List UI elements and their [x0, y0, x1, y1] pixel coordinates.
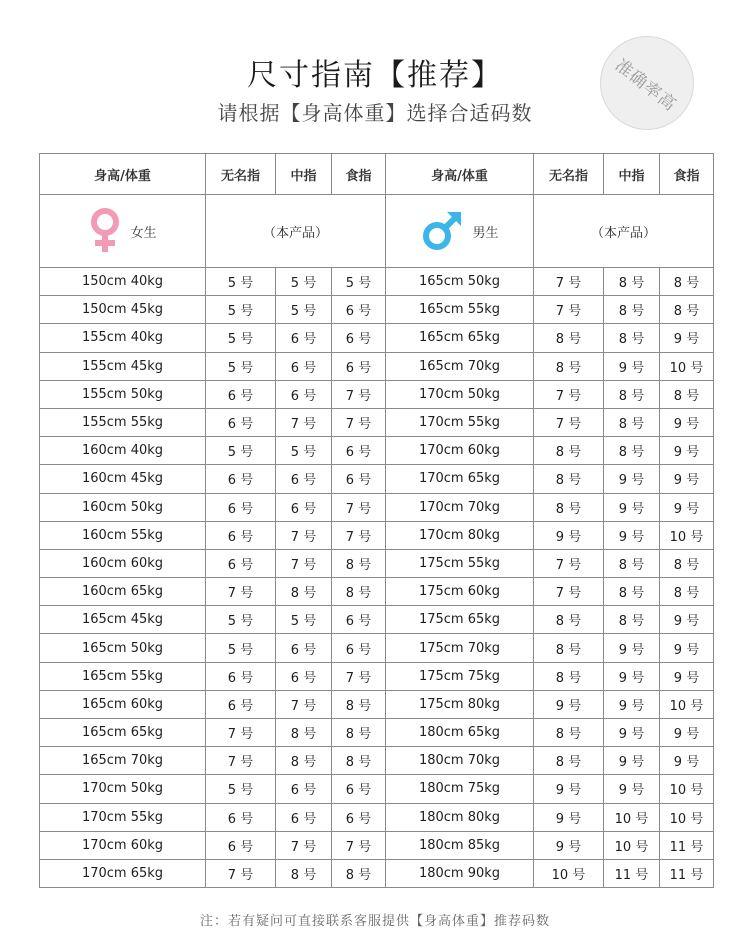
male-middle-size-cell: 9 号: [604, 465, 660, 493]
table-row: [40, 719, 714, 747]
table-row: [40, 831, 714, 859]
female-height-weight-cell: 155cm 40kg: [40, 324, 206, 352]
female-height-weight-cell: 155cm 55kg: [40, 408, 206, 436]
col-header-male-index-finger: 食指: [660, 154, 714, 195]
female-middle-size-cell: 6 号: [276, 803, 332, 831]
female-height-weight-cell: 165cm 70kg: [40, 747, 206, 775]
male-product-note: （本产品）: [534, 195, 714, 268]
col-header-male-middle-finger: 中指: [604, 154, 660, 195]
female-index-size-cell: 7 号: [332, 380, 386, 408]
page-subtitle: 请根据【身高体重】选择合适码数: [217, 101, 533, 125]
male-ring-size-cell: 8 号: [534, 662, 604, 690]
female-index-size-cell: 6 号: [332, 296, 386, 324]
male-height-weight-cell: 180cm 85kg: [386, 831, 534, 859]
male-symbol-icon: [420, 209, 464, 253]
female-ring-size-cell: 5 号: [206, 296, 276, 324]
male-ring-size-cell: 8 号: [534, 437, 604, 465]
gender-row: [40, 195, 714, 268]
male-middle-size-cell: 8 号: [604, 296, 660, 324]
male-label-cell: [386, 195, 534, 268]
female-middle-size-cell: 8 号: [276, 859, 332, 887]
female-middle-size-cell: 6 号: [276, 465, 332, 493]
male-ring-size-cell: 7 号: [534, 268, 604, 296]
female-index-size-cell: 6 号: [332, 606, 386, 634]
male-height-weight-cell: 170cm 60kg: [386, 437, 534, 465]
female-middle-size-cell: 7 号: [276, 690, 332, 718]
female-ring-size-cell: 6 号: [206, 662, 276, 690]
male-index-size-cell: 9 号: [660, 465, 714, 493]
male-height-weight-cell: 180cm 80kg: [386, 803, 534, 831]
female-middle-size-cell: 5 号: [276, 606, 332, 634]
female-index-size-cell: 6 号: [332, 437, 386, 465]
female-index-size-cell: 8 号: [332, 578, 386, 606]
male-index-size-cell: 8 号: [660, 296, 714, 324]
table-row: [40, 296, 714, 324]
col-header-female-middle-finger: 中指: [276, 154, 332, 195]
male-ring-size-cell: 8 号: [534, 747, 604, 775]
male-index-size-cell: 10 号: [660, 521, 714, 549]
male-ring-size-cell: 7 号: [534, 408, 604, 436]
female-ring-size-cell: 6 号: [206, 549, 276, 577]
female-product-note: （本产品）: [206, 195, 386, 268]
female-label-cell: [40, 195, 206, 268]
male-index-size-cell: 8 号: [660, 578, 714, 606]
female-index-size-cell: 6 号: [332, 324, 386, 352]
male-middle-size-cell: 8 号: [604, 380, 660, 408]
male-height-weight-cell: 180cm 65kg: [386, 719, 534, 747]
table-row: [40, 662, 714, 690]
male-index-size-cell: 9 号: [660, 662, 714, 690]
col-header-female-height-weight: 身高/体重: [40, 154, 206, 195]
female-ring-size-cell: 6 号: [206, 521, 276, 549]
page-title: 尺寸指南【推荐】: [247, 58, 503, 93]
female-index-size-cell: 7 号: [332, 831, 386, 859]
female-index-size-cell: 6 号: [332, 465, 386, 493]
female-ring-size-cell: 5 号: [206, 352, 276, 380]
male-middle-size-cell: 9 号: [604, 775, 660, 803]
male-height-weight-cell: 175cm 75kg: [386, 662, 534, 690]
male-ring-size-cell: 10 号: [534, 859, 604, 887]
table-row: [40, 803, 714, 831]
male-ring-size-cell: 9 号: [534, 775, 604, 803]
female-height-weight-cell: 160cm 45kg: [40, 465, 206, 493]
female-middle-size-cell: 8 号: [276, 719, 332, 747]
female-ring-size-cell: 7 号: [206, 859, 276, 887]
table-row: [40, 437, 714, 465]
female-ring-size-cell: 5 号: [206, 775, 276, 803]
size-guide-table: [39, 153, 714, 888]
male-middle-size-cell: 9 号: [604, 747, 660, 775]
female-index-size-cell: 8 号: [332, 747, 386, 775]
female-ring-size-cell: 6 号: [206, 831, 276, 859]
col-header-male-ring-finger: 无名指: [534, 154, 604, 195]
male-ring-size-cell: 9 号: [534, 690, 604, 718]
female-height-weight-cell: 155cm 45kg: [40, 352, 206, 380]
female-ring-size-cell: 7 号: [206, 719, 276, 747]
male-height-weight-cell: 180cm 70kg: [386, 747, 534, 775]
female-height-weight-cell: 150cm 40kg: [40, 268, 206, 296]
female-height-weight-cell: 165cm 45kg: [40, 606, 206, 634]
female-height-weight-cell: 160cm 55kg: [40, 521, 206, 549]
female-index-size-cell: 8 号: [332, 859, 386, 887]
male-index-size-cell: 11 号: [660, 831, 714, 859]
male-middle-size-cell: 9 号: [604, 719, 660, 747]
male-height-weight-cell: 175cm 60kg: [386, 578, 534, 606]
female-middle-size-cell: 8 号: [276, 747, 332, 775]
male-height-weight-cell: 175cm 80kg: [386, 690, 534, 718]
male-middle-size-cell: 9 号: [604, 521, 660, 549]
male-index-size-cell: 9 号: [660, 719, 714, 747]
female-ring-size-cell: 5 号: [206, 437, 276, 465]
female-middle-size-cell: 6 号: [276, 634, 332, 662]
male-ring-size-cell: 8 号: [534, 465, 604, 493]
male-ring-size-cell: 9 号: [534, 521, 604, 549]
male-middle-size-cell: 9 号: [604, 634, 660, 662]
female-index-size-cell: 7 号: [332, 408, 386, 436]
male-index-size-cell: 9 号: [660, 493, 714, 521]
table-row: [40, 408, 714, 436]
female-height-weight-cell: 165cm 60kg: [40, 690, 206, 718]
female-index-size-cell: 5 号: [332, 268, 386, 296]
male-index-size-cell: 9 号: [660, 606, 714, 634]
female-ring-size-cell: 6 号: [206, 803, 276, 831]
female-middle-size-cell: 6 号: [276, 662, 332, 690]
female-height-weight-cell: 160cm 40kg: [40, 437, 206, 465]
female-index-size-cell: 7 号: [332, 662, 386, 690]
female-middle-size-cell: 6 号: [276, 324, 332, 352]
female-height-weight-cell: 170cm 55kg: [40, 803, 206, 831]
female-ring-size-cell: 5 号: [206, 268, 276, 296]
male-height-weight-cell: 165cm 55kg: [386, 296, 534, 324]
male-middle-size-cell: 10 号: [604, 831, 660, 859]
table-row: [40, 380, 714, 408]
female-height-weight-cell: 160cm 60kg: [40, 549, 206, 577]
col-header-female-ring-finger: 无名指: [206, 154, 276, 195]
male-ring-size-cell: 8 号: [534, 493, 604, 521]
male-middle-size-cell: 11 号: [604, 859, 660, 887]
table-row: [40, 352, 714, 380]
female-height-weight-cell: 170cm 50kg: [40, 775, 206, 803]
male-index-size-cell: 10 号: [660, 690, 714, 718]
male-index-size-cell: 10 号: [660, 352, 714, 380]
female-label: 女生: [130, 225, 157, 241]
female-index-size-cell: 8 号: [332, 549, 386, 577]
female-middle-size-cell: 5 号: [276, 268, 332, 296]
female-ring-size-cell: 7 号: [206, 578, 276, 606]
female-height-weight-cell: 155cm 50kg: [40, 380, 206, 408]
male-index-size-cell: 9 号: [660, 747, 714, 775]
male-height-weight-cell: 180cm 90kg: [386, 859, 534, 887]
male-label: 男生: [472, 225, 499, 241]
female-middle-size-cell: 8 号: [276, 578, 332, 606]
table-row: [40, 634, 714, 662]
male-ring-size-cell: 9 号: [534, 803, 604, 831]
female-middle-size-cell: 7 号: [276, 549, 332, 577]
male-height-weight-cell: 175cm 70kg: [386, 634, 534, 662]
female-index-size-cell: 6 号: [332, 803, 386, 831]
male-middle-size-cell: 8 号: [604, 606, 660, 634]
stamp-text: 准确率高: [610, 54, 680, 116]
col-header-female-index-finger: 食指: [332, 154, 386, 195]
male-index-size-cell: 9 号: [660, 437, 714, 465]
table-row: [40, 549, 714, 577]
male-index-size-cell: 8 号: [660, 380, 714, 408]
female-index-size-cell: 8 号: [332, 690, 386, 718]
table-row: [40, 324, 714, 352]
male-index-size-cell: 9 号: [660, 634, 714, 662]
female-symbol-icon: [88, 207, 122, 255]
male-index-size-cell: 11 号: [660, 859, 714, 887]
male-ring-size-cell: 7 号: [534, 380, 604, 408]
male-ring-size-cell: 8 号: [534, 606, 604, 634]
male-middle-size-cell: 8 号: [604, 408, 660, 436]
female-height-weight-cell: 170cm 60kg: [40, 831, 206, 859]
female-middle-size-cell: 7 号: [276, 831, 332, 859]
table-row: [40, 690, 714, 718]
male-middle-size-cell: 8 号: [604, 437, 660, 465]
male-middle-size-cell: 9 号: [604, 493, 660, 521]
table-row: [40, 465, 714, 493]
female-index-size-cell: 7 号: [332, 521, 386, 549]
female-ring-size-cell: 5 号: [206, 324, 276, 352]
male-height-weight-cell: 170cm 50kg: [386, 380, 534, 408]
female-height-weight-cell: 165cm 50kg: [40, 634, 206, 662]
male-height-weight-cell: 165cm 65kg: [386, 324, 534, 352]
female-middle-size-cell: 6 号: [276, 380, 332, 408]
male-index-size-cell: 8 号: [660, 549, 714, 577]
male-ring-size-cell: 7 号: [534, 549, 604, 577]
male-height-weight-cell: 170cm 55kg: [386, 408, 534, 436]
table-row: [40, 859, 714, 887]
male-middle-size-cell: 9 号: [604, 690, 660, 718]
female-index-size-cell: 6 号: [332, 352, 386, 380]
male-middle-size-cell: 9 号: [604, 352, 660, 380]
table-row: [40, 578, 714, 606]
male-height-weight-cell: 165cm 70kg: [386, 352, 534, 380]
female-index-size-cell: 7 号: [332, 493, 386, 521]
female-ring-size-cell: 5 号: [206, 634, 276, 662]
female-ring-size-cell: 6 号: [206, 493, 276, 521]
male-index-size-cell: 10 号: [660, 803, 714, 831]
female-height-weight-cell: 165cm 55kg: [40, 662, 206, 690]
male-index-size-cell: 9 号: [660, 408, 714, 436]
female-middle-size-cell: 6 号: [276, 775, 332, 803]
male-index-size-cell: 8 号: [660, 268, 714, 296]
female-height-weight-cell: 150cm 45kg: [40, 296, 206, 324]
male-height-weight-cell: 175cm 65kg: [386, 606, 534, 634]
female-middle-size-cell: 5 号: [276, 437, 332, 465]
male-height-weight-cell: 170cm 65kg: [386, 465, 534, 493]
female-middle-size-cell: 7 号: [276, 408, 332, 436]
female-ring-size-cell: 6 号: [206, 408, 276, 436]
female-ring-size-cell: 5 号: [206, 606, 276, 634]
table-row: [40, 775, 714, 803]
male-height-weight-cell: 180cm 75kg: [386, 775, 534, 803]
female-height-weight-cell: 165cm 65kg: [40, 719, 206, 747]
male-middle-size-cell: 8 号: [604, 549, 660, 577]
male-index-size-cell: 9 号: [660, 324, 714, 352]
male-height-weight-cell: 175cm 55kg: [386, 549, 534, 577]
female-index-size-cell: 8 号: [332, 719, 386, 747]
footer-note: 注：若有疑问可直接联系客服提供【身高体重】推荐码数: [199, 914, 550, 929]
male-ring-size-cell: 8 号: [534, 324, 604, 352]
female-middle-size-cell: 5 号: [276, 296, 332, 324]
female-index-size-cell: 6 号: [332, 634, 386, 662]
female-ring-size-cell: 6 号: [206, 380, 276, 408]
male-middle-size-cell: 9 号: [604, 662, 660, 690]
male-ring-size-cell: 8 号: [534, 634, 604, 662]
male-ring-size-cell: 8 号: [534, 719, 604, 747]
table-row: [40, 521, 714, 549]
male-middle-size-cell: 10 号: [604, 803, 660, 831]
female-ring-size-cell: 7 号: [206, 747, 276, 775]
male-ring-size-cell: 7 号: [534, 296, 604, 324]
col-header-male-height-weight: 身高/体重: [386, 154, 534, 195]
table-row: [40, 606, 714, 634]
male-ring-size-cell: 9 号: [534, 831, 604, 859]
male-index-size-cell: 10 号: [660, 775, 714, 803]
female-middle-size-cell: 6 号: [276, 493, 332, 521]
female-height-weight-cell: 160cm 50kg: [40, 493, 206, 521]
male-middle-size-cell: 8 号: [604, 268, 660, 296]
female-middle-size-cell: 6 号: [276, 352, 332, 380]
table-row: [40, 268, 714, 296]
female-ring-size-cell: 6 号: [206, 465, 276, 493]
male-height-weight-cell: 165cm 50kg: [386, 268, 534, 296]
header-row: [40, 154, 714, 195]
male-height-weight-cell: 170cm 80kg: [386, 521, 534, 549]
male-middle-size-cell: 8 号: [604, 578, 660, 606]
male-ring-size-cell: 8 号: [534, 352, 604, 380]
table-row: [40, 493, 714, 521]
male-ring-size-cell: 7 号: [534, 578, 604, 606]
female-height-weight-cell: 170cm 65kg: [40, 859, 206, 887]
female-ring-size-cell: 6 号: [206, 690, 276, 718]
accuracy-stamp: [600, 36, 694, 130]
table-row: [40, 747, 714, 775]
female-index-size-cell: 6 号: [332, 775, 386, 803]
female-height-weight-cell: 160cm 65kg: [40, 578, 206, 606]
male-height-weight-cell: 170cm 70kg: [386, 493, 534, 521]
male-middle-size-cell: 8 号: [604, 324, 660, 352]
female-middle-size-cell: 7 号: [276, 521, 332, 549]
